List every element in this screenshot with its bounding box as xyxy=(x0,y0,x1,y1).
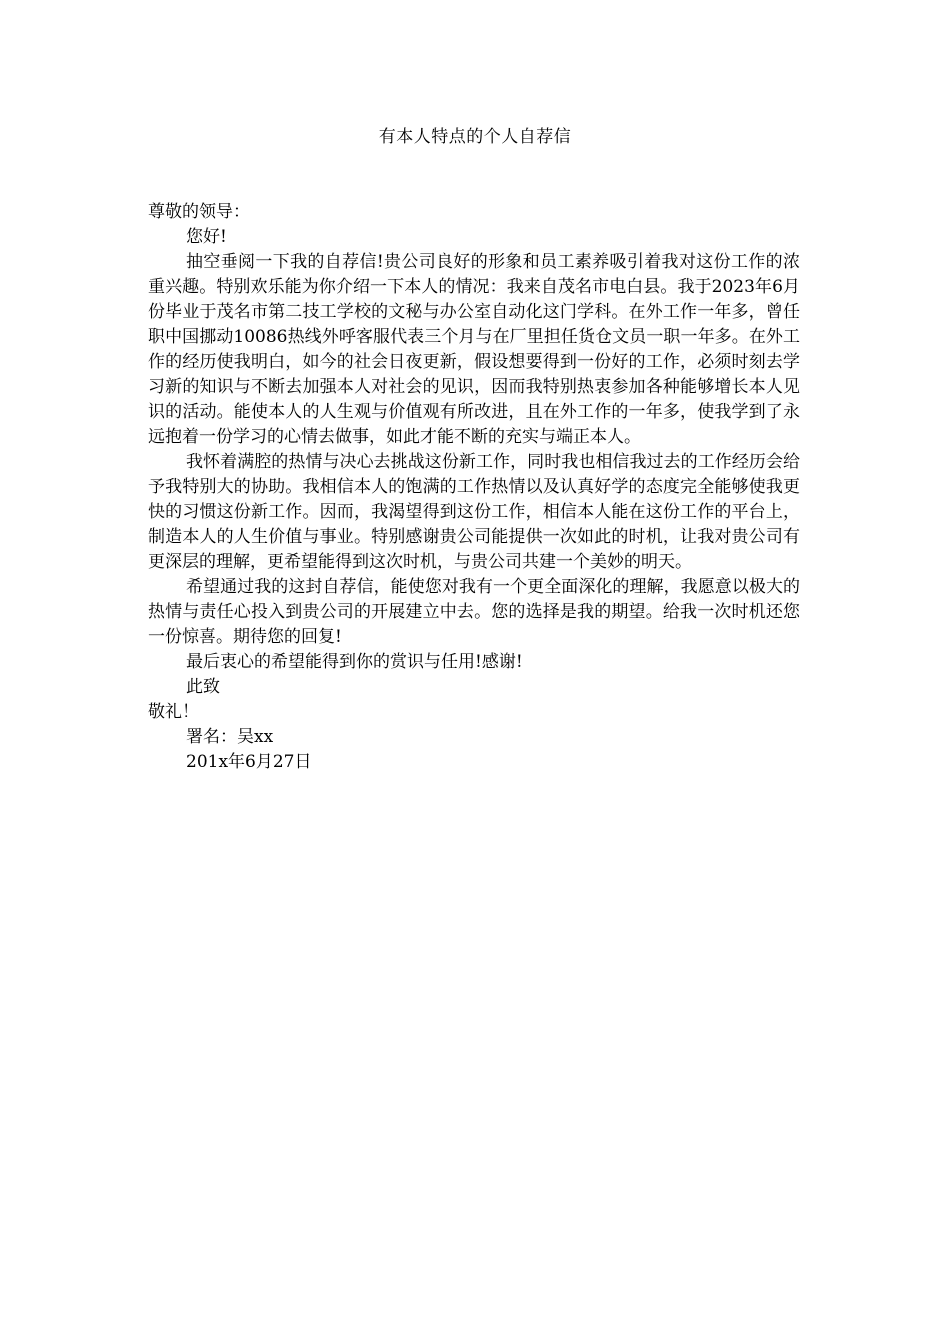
paragraph-final-wish: 最后衷心的希望能得到你的赏识与任用!感谢! xyxy=(186,652,523,672)
salutation: 尊敬的领导： xyxy=(148,202,250,222)
letter-date: 201x年6月27日 xyxy=(186,752,312,772)
closing-phrase: 此致 xyxy=(186,677,220,697)
greeting: 您好! xyxy=(186,227,227,247)
paragraph-intro: 抽空垂阅一下我的自荐信!贵公司良好的形象和员工素养吸引着我对这份工作的浓重兴趣。特别欢乐能为你介绍一下本人的情况：我来自茂名市电白县。我于2023年6月份毕业于茂名市第二技工学校的文秘与办公室自动化这门学科。在外工作一年多，曾任职中国挪动10086热线外呼客服代表三个月与在厂里担任货仓文员一职一年多。在外工作的经历使我明白，如今的社会日夜更新，假设想要得到一份好的工作，必须时刻去学习新的知识与不断去加强本人对社会的见识，因而我特别热衷参加各种能够增长本人见识的活动。能使本人的人生观与价值观有所改进，且在外工作的一年多，使我学到了永远抱着一份学习的心情去做事，如此才能不断的充实与端正本人。 xyxy=(148,252,800,447)
paragraph-hope: 希望通过我的这封自荐信，能使您对我有一个更全面深化的理解，我愿意以极大的热情与责任心投入到贵公司的开展建立中去。您的选择是我的期望。给我一次时机还您一份惊喜。期待您的回复! xyxy=(148,577,800,647)
closing-salute: 敬礼！ xyxy=(148,702,199,722)
letter-body xyxy=(148,200,800,775)
document-title: 有本人特点的个人自荐信 xyxy=(378,127,572,147)
paragraph-motivation: 我怀着满腔的热情与决心去挑战这份新工作，同时我也相信我过去的工作经历会给予我特别大的协助。我相信本人的饱满的工作热情以及认真好学的态度完全能够使我更快的习惯这份新工作。因而，我渴望得到这份工作，相信本人能在这份工作的平台上，制造本人的人生价值与事业。特别感谢贵公司能提供一次如此的时机，让我对贵公司有更深层的理解，更希望能得到这次时机，与贵公司共建一个美妙的明天。 xyxy=(148,452,800,572)
signature: 署名：吴xx xyxy=(186,727,274,747)
